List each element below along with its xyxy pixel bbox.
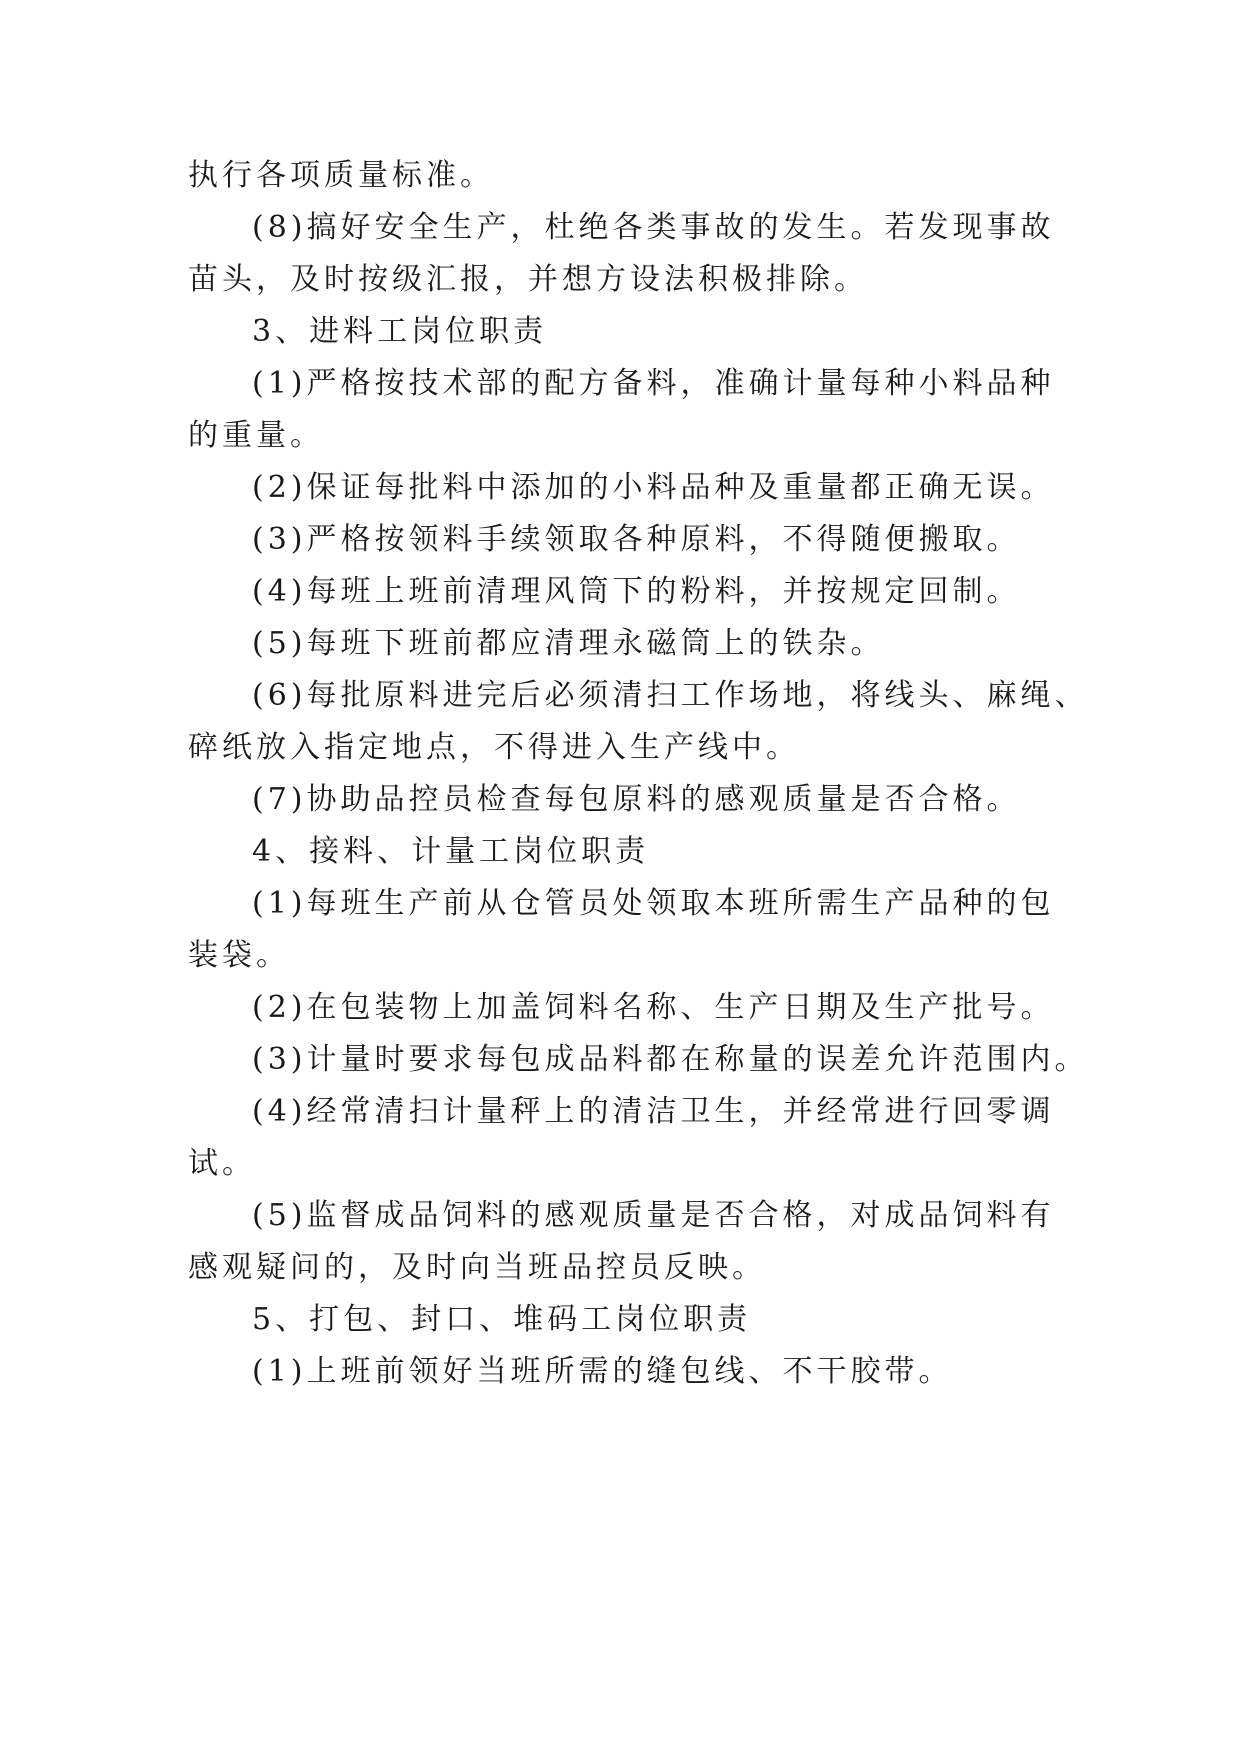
- text-line: (8)搞好安全生产，杜绝各类事故的发生。若发现事故: [252, 210, 1055, 245]
- text-line: 试。: [188, 1146, 256, 1181]
- text-line: (5)每班下班前都应清理永磁筒上的铁杂。: [252, 626, 885, 661]
- text-line: (7)协助品控员检查每包原料的感观质量是否合格。: [252, 782, 1021, 817]
- text-line: (6)每批原料进完后必须清扫工作场地，将线头、麻绳、: [252, 678, 1089, 713]
- text-line: (4)每班上班前清理风筒下的粉料，并按规定回制。: [252, 574, 1021, 609]
- text-line: (2)保证每批料中添加的小料品种及重量都正确无误。: [252, 470, 1055, 505]
- text-line: (3)计量时要求每包成品料都在称量的误差允许范围内。: [252, 1042, 1089, 1077]
- section-heading: 3、进料工岗位职责: [252, 314, 548, 349]
- text-line: 苗头，及时按级汇报，并想方设法积极排除。: [188, 262, 868, 297]
- text-line: 碎纸放入指定地点，不得进入生产线中。: [188, 730, 800, 765]
- text-line: 的重量。: [188, 418, 324, 453]
- text-line: (2)在包装物上加盖饲料名称、生产日期及生产批号。: [252, 990, 1055, 1025]
- text-line: 感观疑问的，及时向当班品控员反映。: [188, 1250, 766, 1285]
- text-line: (4)经常清扫计量秤上的清洁卫生，并经常进行回零调: [252, 1094, 1055, 1129]
- text-line: (5)监督成品饲料的感观质量是否合格，对成品饲料有: [252, 1198, 1055, 1233]
- text-line: (1)上班前领好当班所需的缝包线、不干胶带。: [252, 1354, 953, 1389]
- text-line: (1)每班生产前从仓管员处领取本班所需生产品种的包: [252, 886, 1055, 921]
- text-line: (3)严格按领料手续领取各种原料，不得随便搬取。: [252, 522, 1021, 557]
- text-line: 装袋。: [188, 938, 290, 973]
- section-heading: 5、打包、封口、堆码工岗位职责: [252, 1302, 752, 1337]
- text-line: 执行各项质量标准。: [188, 158, 494, 193]
- text-line: (1)严格按技术部的配方备料，准确计量每种小料品种: [252, 366, 1055, 401]
- section-heading: 4、接料、计量工岗位职责: [252, 834, 650, 869]
